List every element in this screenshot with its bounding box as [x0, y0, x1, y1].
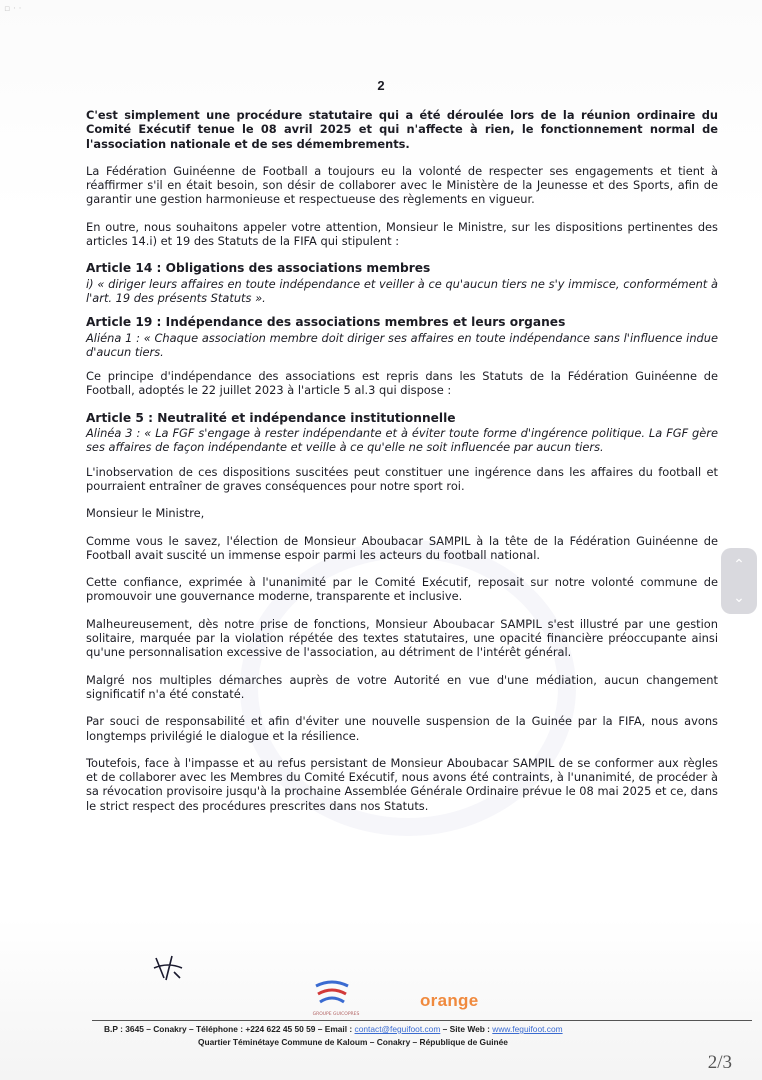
article-5-text: Alinéa 3 : « La FGF s'engage à rester indépendante et à éviter toute forme d'ingérence politique. La FGF gère ses affaires de façon indépendante et veille à ce qu'elle ne soit influencée par aucun tiers. — [86, 426, 718, 455]
paragraph-responsibility: Par souci de responsabilité et afin d'éviter une nouvelle suspension de la Guinée par la FIFA, nous avons longtemps privilégié le dialogue et la résilience. — [86, 714, 718, 743]
paragraph-governance-issues: Malheureusement, dès notre prise de fonctions, Monsieur Aboubacar SAMPIL s'est illustré par une gestion solitaire, marquée par la violation répétée des textes statutaires, une opacité financière préoccupante ainsi qu'une personnalisation excessive de l'association, au détriment de l'intérêt général. — [86, 616, 718, 660]
footer-contact-line — [104, 1024, 724, 1034]
scroll-controls — [721, 548, 757, 614]
article-19-heading: Article 19 : Indépendance des associations membres et leurs organes — [86, 315, 566, 330]
page-counter: 2/3 — [707, 1052, 732, 1073]
footer-website-link[interactable]: www.feguifoot.com — [492, 1024, 563, 1034]
footer-bp-phone: B.P : 3645 – Conakry – Téléphone : +224 622 45 50 59 – Email : — [104, 1024, 355, 1034]
article-5-heading: Article 5 : Neutralité et indépendance institutionnelle — [86, 410, 456, 425]
article-19-text: Aliéna 1 : « Chaque association membre doit diriger ses affaires en toute indépendance sans l'influence indue d'aucun tiers. — [86, 330, 718, 359]
paragraph-election: Comme vous le savez, l'élection de Monsieur Aboubacar SAMPIL à la tête de la Fédération Guinéenne de Football avait suscité un immense espoir parmi les acteurs du football national. — [86, 533, 718, 562]
salutation: Monsieur le Ministre, — [86, 506, 205, 521]
paragraph-statutory-procedure: C'est simplement une procédure statutaire qui a été déroulée lors de la réunion ordinaire du Comité Exécutif tenue le 08 avril 2025 et qui n'affecte à rien, le fonctionnement normal de l'association nationale et de ses démembrements. — [86, 108, 718, 151]
footer-divider — [92, 1020, 752, 1021]
fgf-logo-caption: GROUPE GUICOPRES — [312, 1012, 360, 1017]
scan-mark: ▫ · · — [4, 4, 22, 14]
paragraph-fgf-commitment: La Fédération Guinéenne de Football a toujours eu la volonté de respecter ses engagements et tient à réaffirmer s'il en était besoin, son désir de collaborer avec le Ministère de la Jeunesse et des Sports, afin de garantir une gestion harmonieuse et respectueuse des règlements en vigueur. — [86, 163, 718, 207]
scroll-up-icon[interactable]: ⌃ — [733, 556, 745, 573]
article-14-heading: Article 14 : Obligations des associations membres — [86, 261, 431, 276]
signature-mark — [150, 954, 186, 982]
page-number: 2 — [377, 78, 385, 93]
paragraph-non-compliance: L'inobservation de ces dispositions suscitées peut constituer une ingérence dans les affaires du football et pourraient entraîner de graves conséquences pour notre sport roi. — [86, 464, 718, 493]
paragraph-fifa-statutes-intro: En outre, nous souhaitons appeler votre attention, Monsieur le Ministre, sur les dispositions pertinentes des articles 14.i) et 19 des Statuts de la FIFA qui stipulent : — [86, 219, 718, 249]
paragraph-confidence: Cette confiance, exprimée à l'unanimité par le Comité Exécutif, reposait sur notre volonté commune de promouvoir une gouvernance moderne, transparente et inclusive. — [86, 575, 718, 604]
letter-body — [86, 108, 718, 826]
orange-logo: orange — [420, 991, 479, 1010]
footer-address: Quartier Téminétaye Commune de Kaloum – Conakry – République de Guinée — [198, 1037, 508, 1047]
paragraph-mediation: Malgré nos multiples démarches auprès de votre Autorité en vue d'une médiation, aucun changement significatif n'a été constaté. — [86, 672, 718, 701]
paragraph-revocation: Toutefois, face à l'impasse et au refus persistant de Monsieur Aboubacar SAMPIL de se conformer aux règles et de collaborer avec les Membres du Comité Exécutif, nous avons été contraints, à l'unanimité, de procéder à sa révocation provisoire jusqu'à la prochaine Assemblée Générale Ordinaire prévue le 08 mai 2025 et ce, dans le strict respect des procédures prescrites dans nos Statuts. — [86, 755, 718, 813]
fgf-group-logo — [310, 980, 354, 1010]
footer-site-label: – Site Web : — [440, 1024, 493, 1034]
paragraph-fgf-statutes-intro: Ce principe d'indépendance des associations est repris dans les Statuts de la Fédération Guinéenne de Football, adoptés le 22 juillet 2023 à l'article 5 al.3 qui dispose : — [86, 369, 718, 398]
scroll-down-icon[interactable]: ⌄ — [733, 589, 745, 606]
footer-email-link[interactable]: contact@feguifoot.com — [354, 1024, 441, 1034]
article-14-text: i) « diriger leurs affaires en toute indépendance et veiller à ce qu'aucun tiers ne s'y immisce, conformément à l'art. 19 des présents Statuts ». — [86, 276, 718, 305]
